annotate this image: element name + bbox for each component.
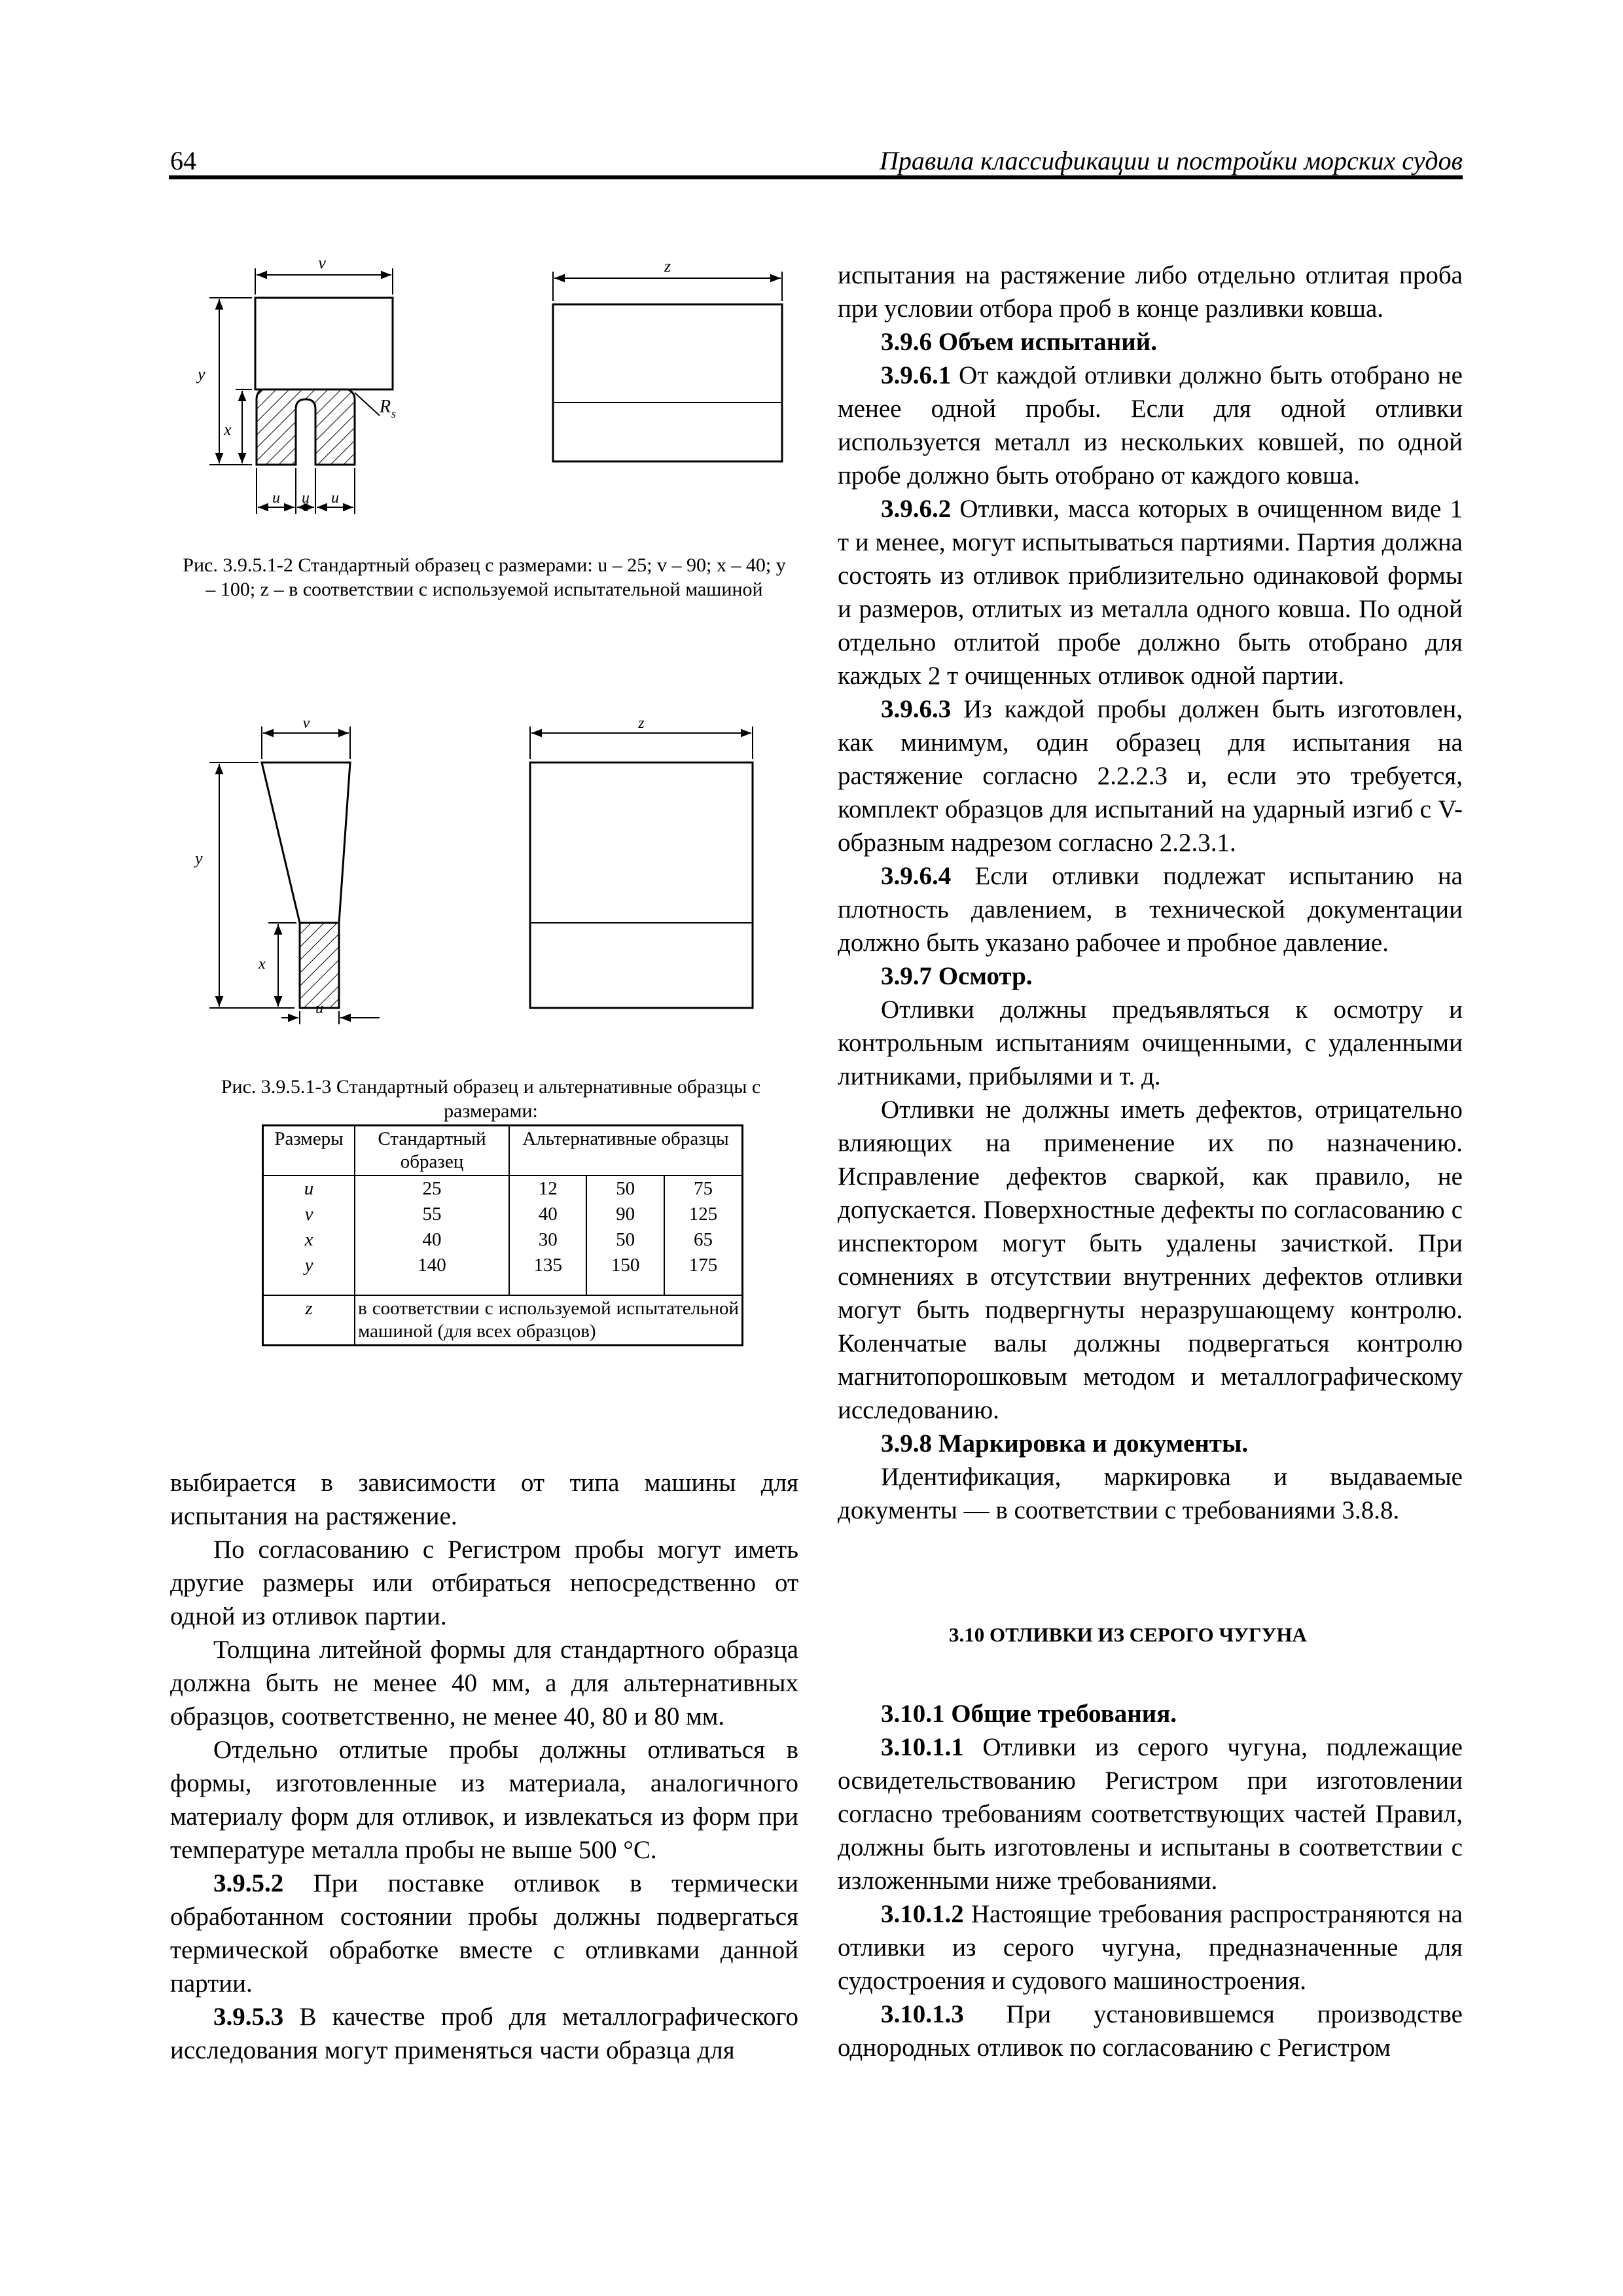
table-cell: 50	[586, 1227, 664, 1253]
fig1-side-view	[553, 304, 782, 461]
fig1-dim-u1: u	[272, 490, 280, 507]
table-row	[263, 1175, 743, 1202]
right-column-bottom	[838, 1697, 1463, 2064]
table-cell: 75	[664, 1175, 743, 1202]
paragraph-text: При установившемся производстве однородных отливок по согласованию с Регистром	[838, 2000, 1463, 2062]
table-cell: 175	[664, 1253, 743, 1295]
paragraph: Толщина литейной формы для стандартного образца должна быть не менее 40 мм, а для альтернативных образцов, соответственно, не менее 40, 80 и 80 мм.	[170, 1636, 798, 1731]
fig2-dim-u: u	[315, 1000, 323, 1017]
chapter-title: 3.10 ОТЛИВКИ ИЗ СЕРОГО ЧУГУНА	[949, 1623, 1307, 1646]
section-heading: 3.9.7 Осмотр.	[881, 962, 1033, 990]
table-row	[263, 1253, 743, 1295]
paragraph: выбирается в зависимости от типа машины для испытания на растяжение.	[170, 1469, 798, 1530]
paragraph	[838, 1998, 1463, 2064]
table-cell: 140	[355, 1253, 509, 1295]
fig1-dim-rs: R	[380, 397, 391, 417]
table-cell-z-text: в соответствии с используемой испытательной машиной (для всех образцов)	[355, 1295, 743, 1346]
paragraph-text: Отливки, масса которых в очищенном виде 1 т и менее, могут испытываться партиями. Партия должна состоять из отливок приблизительно одинаковой формы и размеров, отлитых из металла одного ковша. По одной отдельно отлитой пробе должно быть отобрано для каждых 2 т очищенных отливок одной партии.	[838, 495, 1463, 690]
paragraph	[838, 1897, 1463, 1998]
table-cell-sym: x	[263, 1227, 355, 1253]
table-cell: 30	[509, 1227, 586, 1253]
table-row-z	[263, 1295, 743, 1346]
paragraph-text: В качестве проб для металлографического исследования могут применяться части образца для	[170, 2003, 798, 2064]
section-heading: 3.9.6 Объем испытаний.	[881, 328, 1157, 356]
table-cell-sym: u	[263, 1175, 355, 1202]
table-cell: 40	[355, 1227, 509, 1253]
fig2-dim-y: y	[195, 849, 203, 868]
paragraph: Отливки не должны иметь дефектов, отрицательно влияющих на применение их по назначению. Исправление дефектов сваркой, как правило, не допускается. Поверхностные дефекты по согласованию с инспектором могут быть удалены зачисткой. При сомнениях в отсутствии внутренних дефектов отливки могут быть подвергнуты неразрушающему контролю. Коленчатые валы должны подвергаться контролю магнитопорошковым методом и металлографическому исследованию.	[838, 1096, 1463, 1424]
running-title: Правила классификации и постройки морских судов	[879, 146, 1463, 175]
paragraph-text: При поставке отливок в термически обработанном состоянии пробы должны подвергаться термической обработке вместе с отливками данной партии.	[170, 1869, 798, 1998]
table-cell-sym: z	[263, 1295, 355, 1346]
clause-number: 3.9.6.4	[881, 862, 952, 890]
page-number: 64	[170, 146, 196, 175]
clause-number: 3.10.1.3	[881, 2000, 964, 2028]
figure-1-caption: Рис. 3.9.5.1-2 Стандартный образец с размерами: u – 25; v – 90; x – 40; y – 100; z – в соответствии с используемой испытательной машиной	[183, 554, 786, 600]
section-heading: 3.9.8 Маркировка и документы.	[881, 1429, 1249, 1458]
table-row	[263, 1202, 743, 1227]
table-cell: 50	[586, 1175, 664, 1202]
table-cell: 150	[586, 1253, 664, 1295]
left-column	[170, 1466, 798, 2067]
fig1-dim-y: y	[198, 365, 205, 384]
table-cell: 55	[355, 1202, 509, 1227]
table-cell-sym: y	[263, 1253, 355, 1295]
paragraph: Идентификация, маркировка и выдаваемые документы — в соответствии с требованиями 3.8.8.	[838, 1463, 1463, 1524]
fig1-dim-rs-sub: s	[391, 407, 397, 420]
paragraph	[170, 1867, 798, 2000]
right-column-top	[838, 259, 1463, 1527]
paragraph-text: Если отливки подлежат испытанию на плотность давлением, в технической документации должно быть указано рабочее и пробное давление.	[838, 862, 1463, 957]
figure-2-caption: Рис. 3.9.5.1-3 Стандартный образец и альтернативные образцы с размерами:	[221, 1076, 761, 1122]
paragraph	[170, 2000, 798, 2067]
fig1-dim-u2: u	[302, 490, 310, 507]
dimensions-table	[262, 1124, 743, 1346]
paragraph-text: Настоящие требования распространяются на отливки из серого чугуна, предназначенные для судостроения и судового машиностроения.	[838, 1900, 1463, 1995]
clause-number: 3.10.1.1	[881, 1733, 964, 1761]
clause-number: 3.9.6.2	[881, 495, 952, 523]
table-cell: 135	[509, 1253, 586, 1295]
paragraph: испытания на растяжение либо отдельно отлитая проба при условии отбора проб в конце разливки ковша.	[838, 261, 1463, 323]
clause-number: 3.10.1.2	[881, 1900, 964, 1928]
table-cell: 25	[355, 1175, 509, 1202]
section-heading: 3.10.1 Общие требования.	[881, 1700, 1177, 1728]
table-cell: 125	[664, 1202, 743, 1227]
table-cell: 90	[586, 1202, 664, 1227]
clause-number: 3.9.5.3	[213, 2003, 284, 2031]
paragraph	[838, 359, 1463, 492]
table-cell: 12	[509, 1175, 586, 1202]
clause-number: 3.9.6.1	[881, 361, 952, 389]
table-cell-sym: v	[263, 1202, 355, 1227]
table-header-dims: Размеры	[263, 1126, 355, 1176]
fig1-dim-u3: u	[331, 490, 339, 507]
paragraph-text: От каждой отливки должно быть отобрано не менее одной пробы. Если для одной отливки используется металл из нескольких ковшей, по одной пробе должно быть отобрано от каждого ковша.	[838, 361, 1463, 490]
header-rule	[169, 175, 1463, 179]
table-cell: 40	[509, 1202, 586, 1227]
fig1-dim-z: z	[664, 257, 671, 276]
paragraph	[838, 859, 1463, 960]
standard-specimen-shape	[255, 298, 393, 465]
fig2-side-view	[530, 762, 753, 1008]
paragraph	[838, 492, 1463, 692]
clause-number: 3.9.6.3	[881, 695, 952, 723]
fig2-dim-x: x	[259, 956, 266, 973]
paragraph: По согласованию с Регистром пробы могут иметь другие размеры или отбираться непосредственно от одной из отливок партии.	[170, 1535, 798, 1630]
fig2-dim-v: v	[302, 715, 310, 732]
paragraph	[838, 1731, 1463, 1897]
fig1-dim-v: v	[318, 253, 326, 272]
figure-1-drawing	[183, 249, 798, 524]
paragraph	[838, 692, 1463, 859]
table-header-alt: Альтернативные образцы	[509, 1126, 743, 1176]
table-header-row	[263, 1126, 743, 1176]
paragraph-text: Из каждой пробы должен быть изготовлен, как минимум, один образец для испытания на растяжение согласно 2.2.2.3 и, если это требуется, комплект образцов для испытаний на ударный изгиб с V-образным надрезом согласно 2.2.3.1.	[838, 695, 1463, 857]
table-row	[263, 1227, 743, 1253]
paragraph: Отливки должны предъявляться к осмотру и контрольным испытаниям очищенными, с удаленными литниками, прибылями и т. д.	[838, 996, 1463, 1090]
fig2-dim-z: z	[638, 715, 645, 732]
fig1-dim-x: x	[224, 420, 232, 439]
table-header-standard: Стандартный образец	[355, 1126, 509, 1176]
paragraph-text: Отливки из серого чугуна, подлежащие освидетельствованию Регистром при изготовлении согласно требованиям соответствующих частей Правил, должны быть изготовлены и испытаны в соответствии с изложенными ниже требованиями.	[838, 1733, 1463, 1895]
figure-2-drawing	[183, 713, 798, 1034]
table-cell: 65	[664, 1227, 743, 1253]
clause-number: 3.9.5.2	[213, 1869, 284, 1897]
tapered-specimen-shape	[262, 762, 350, 1008]
paragraph: Отдельно отлитые пробы должны отливаться в формы, изготовленные из материала, аналогичного материалу форм для отливок, и извлекаться из форм при температуре металла пробы не выше 500 °С.	[170, 1736, 798, 1864]
